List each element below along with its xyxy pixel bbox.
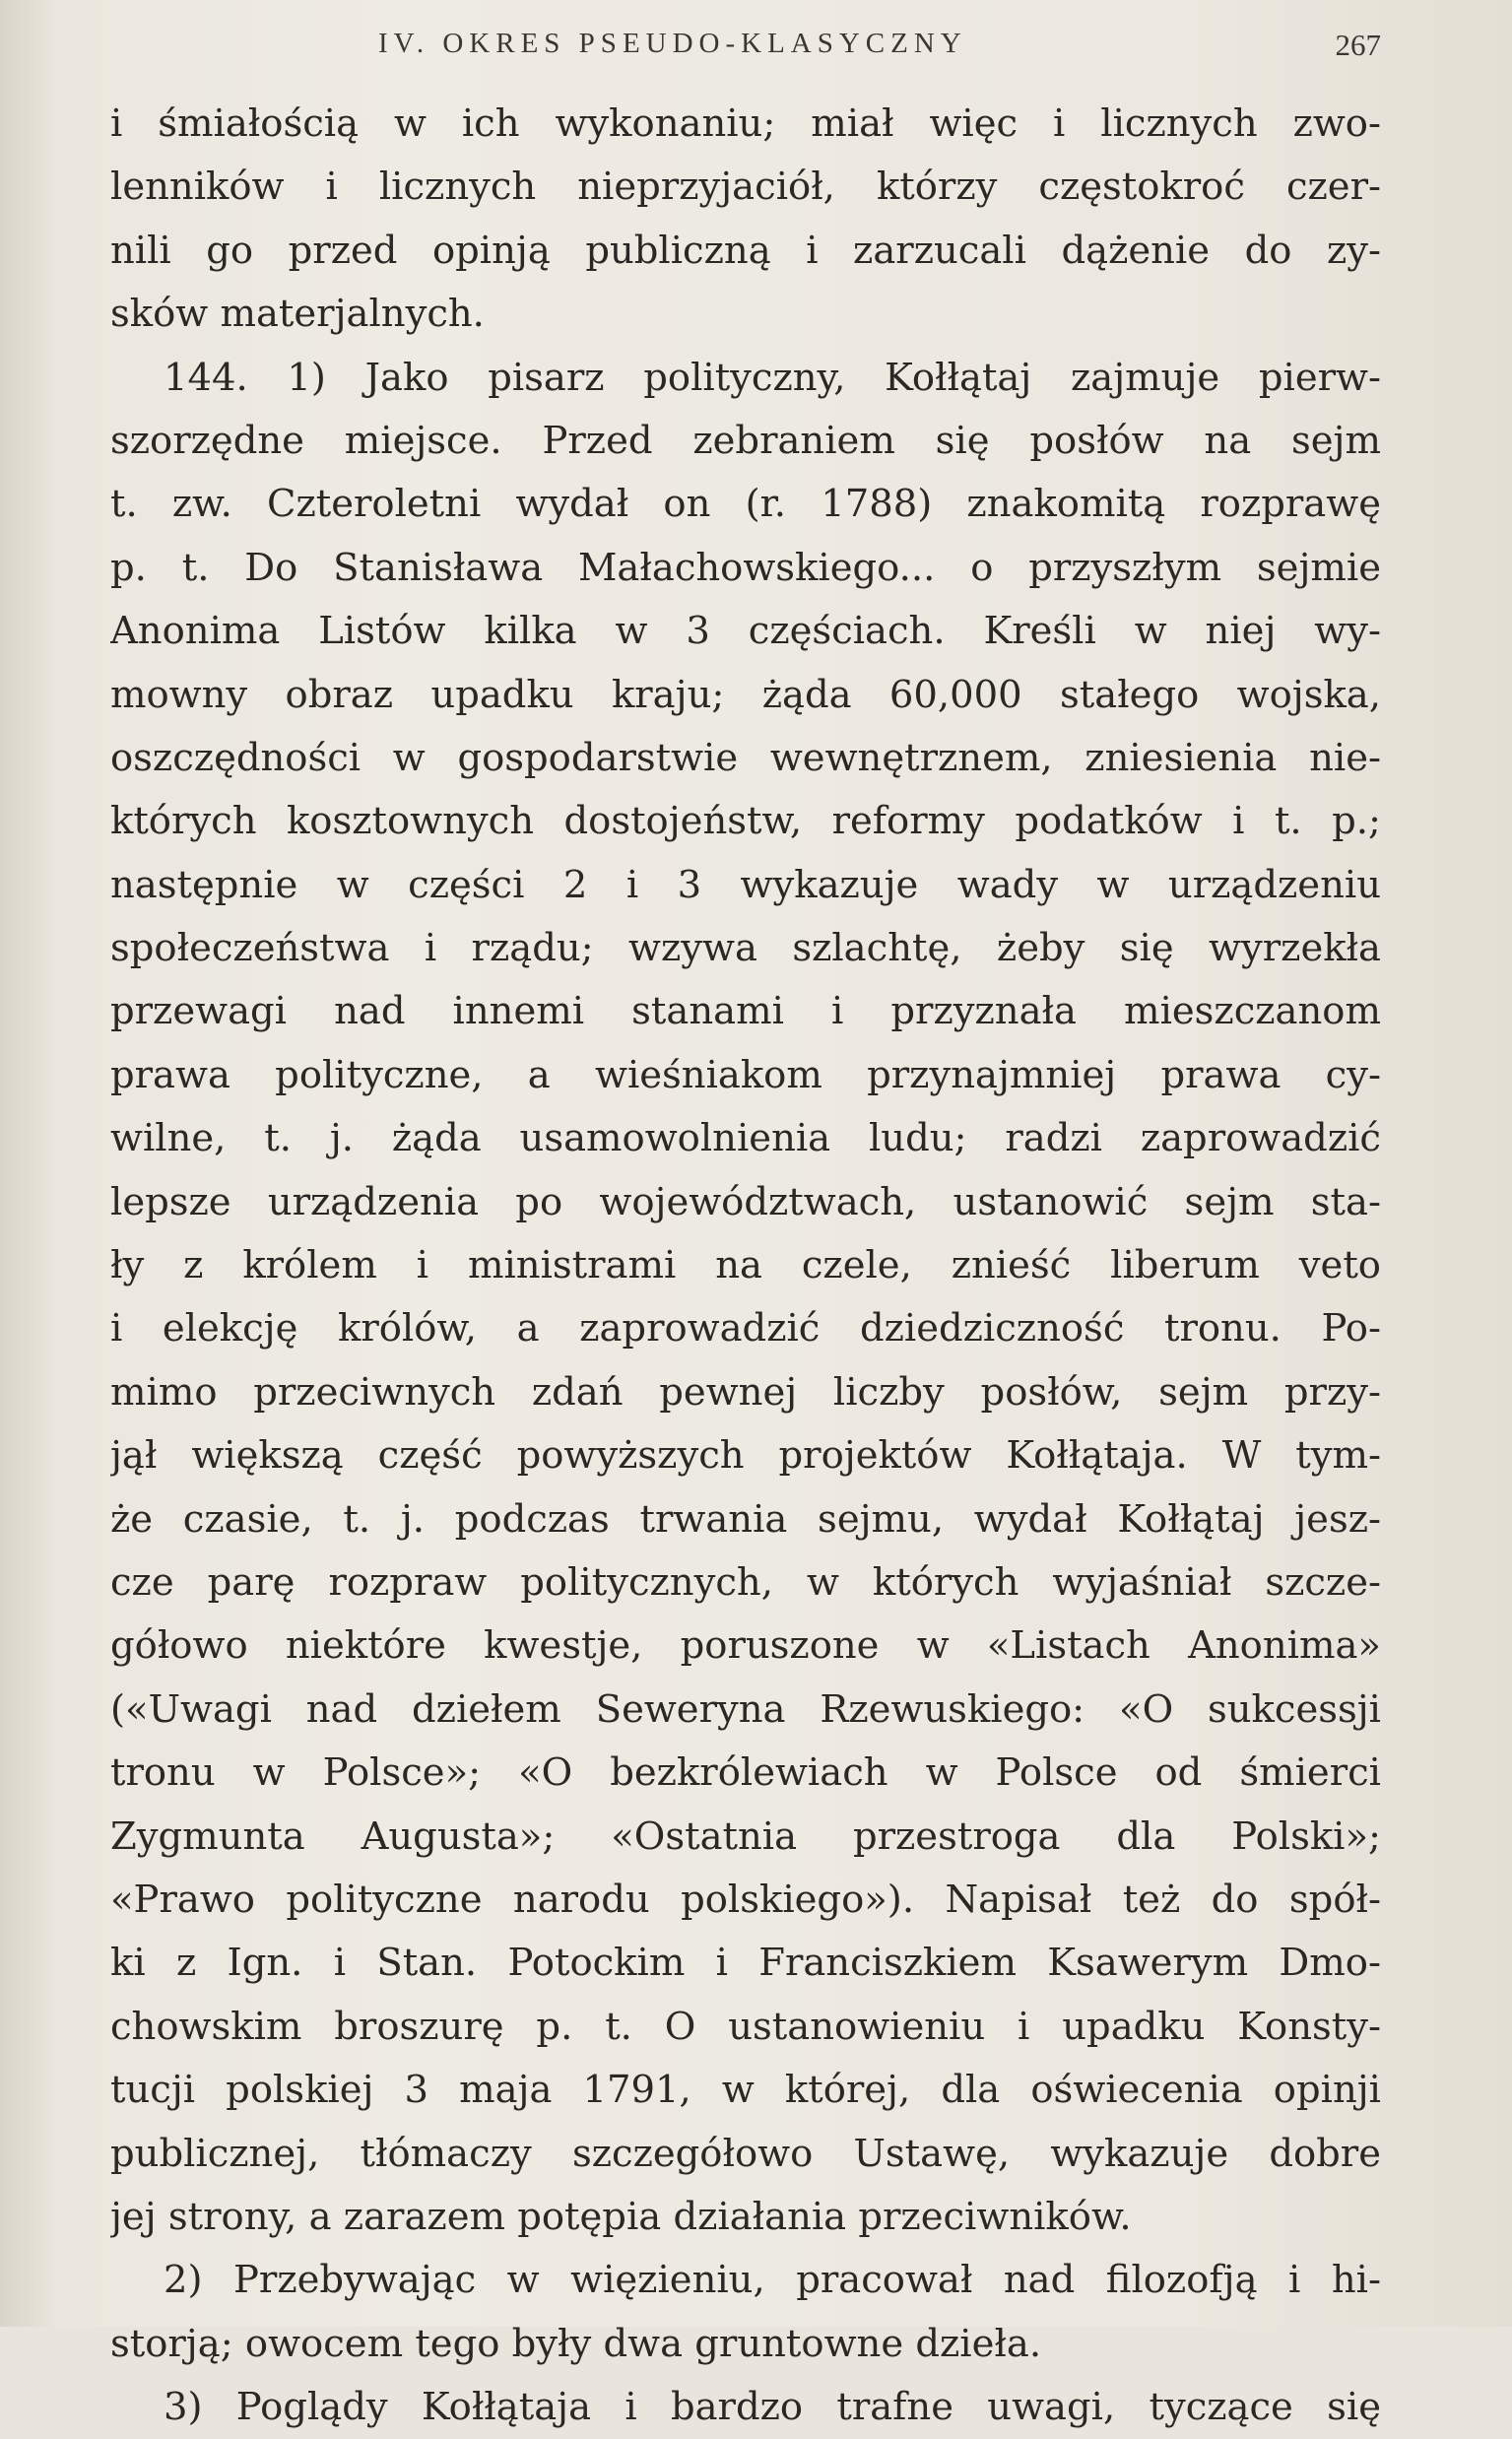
text-line: t. zw. Czteroletni wydał on (r. 1788) znakomitą rozprawę (110, 482, 1381, 527)
text-line: p. t. Do Stanisława Małachowskiego... o przyszłym sejmie (110, 545, 1381, 590)
text-line: cze parę rozpraw politycznych, w których wyjaśniał szcze- (110, 1559, 1381, 1605)
text-line: 144. 1) Jako pisarz polityczny, Kołłątaj zajmuje pierw- (164, 355, 1381, 400)
running-head: IV. OKRES PSEUDO-KLASYCZNY (378, 28, 967, 59)
text-line: Zygmunta Augusta»; «Ostatnia przestroga dla Polski»; (110, 1813, 1381, 1859)
text-line: mowny obraz upadku kraju; żąda 60,000 stałego wojska, (110, 672, 1381, 717)
text-line: mimo przeciwnych zdań pewnej liczby posłów, sejm przy- (110, 1369, 1381, 1415)
text-line: jej strony, a zarazem potępia działania przeciwników. (110, 2194, 1132, 2239)
text-line: tucji polskiej 3 maja 1791, w której, dla oświecenia opinji (110, 2068, 1381, 2113)
text-line: lepsze urządzenia po województwach, ustanowić sejm sta- (110, 1179, 1381, 1224)
text-line: których kosztownych dostojeństw, reformy podatków i t. p.; (110, 799, 1381, 844)
text-line: jął większą część powyższych projektów Kołłątaja. W tym- (110, 1433, 1381, 1479)
text-line: 2) Przebywając w więzieniu, pracował nad filozofją i hi- (164, 2258, 1381, 2303)
text-line: nili go przed opinją publiczną i zarzucali dążenie do zy- (110, 228, 1381, 273)
text-line: ły z królem i ministrami na czele, znieść liberum veto (110, 1243, 1381, 1288)
body-text (110, 93, 1381, 2439)
text-line: publicznej, tłómaczy szczegółowo Ustawę, wykazuje dobre (110, 2131, 1381, 2176)
text-line: oszczędności w gospodarstwie wewnętrznem, zniesienia nie- (110, 735, 1381, 780)
text-line: przewagi nad innemi stanami i przyznała mieszczanom (110, 989, 1381, 1034)
text-line: że czasie, t. j. podczas trwania sejmu, wydał Kołłątaj jesz- (110, 1496, 1381, 1542)
text-line: szorzędne miejsce. Przed zebraniem się posłów na sejm (110, 418, 1381, 463)
text-line: («Uwagi nad dziełem Seweryna Rzewuskiego: «O sukcessji (110, 1686, 1381, 1732)
text-line: i elekcję królów, a zaprowadzić dziedziczność tronu. Po- (110, 1306, 1381, 1351)
text-line: tronu w Polsce»; «O bezkrólewiach w Polsce od śmierci (110, 1750, 1381, 1796)
text-line: 3) Poglądy Kołłątaja i bardzo trafne uwagi, tyczące się (164, 2385, 1381, 2430)
text-line: następnie w części 2 i 3 wykazuje wady w urządzeniu (110, 862, 1381, 907)
text-line: «Prawo polityczne narodu polskiego»). Napisał też do spół- (110, 1877, 1381, 1922)
text-line: storją; owocem tego były dwa gruntowne dzieła. (110, 2321, 1042, 2366)
text-line: sków materjalnych. (110, 292, 485, 337)
text-line: wilne, t. j. żąda usamowolnienia ludu; radzi zaprowadzić (110, 1116, 1381, 1161)
text-line: gółowo niektóre kwestje, poruszone w «Listach Anonima» (110, 1623, 1381, 1669)
text-line: Anonima Listów kilka w 3 częściach. Kreśli w niej wy- (110, 609, 1381, 654)
text-line: prawa polityczne, a wieśniakom przynajmniej prawa cy- (110, 1052, 1381, 1097)
text-line: i śmiałością w ich wykonaniu; miał więc i licznych zwo- (110, 101, 1381, 146)
text-line: ki z Ign. i Stan. Potockim i Franciszkiem Ksawerym Dmo- (110, 1941, 1381, 1986)
page-number: 267 (1335, 28, 1381, 62)
text-line: społeczeństwa i rządu; wzywa szlachtę, żeby się wyrzekła (110, 926, 1381, 971)
text-line: chowskim broszurę p. t. O ustanowieniu i upadku Konsty- (110, 2004, 1381, 2049)
page-header (110, 28, 1381, 71)
text-line: lenników i licznych nieprzyjaciół, którzy częstokroć czer- (110, 165, 1381, 210)
